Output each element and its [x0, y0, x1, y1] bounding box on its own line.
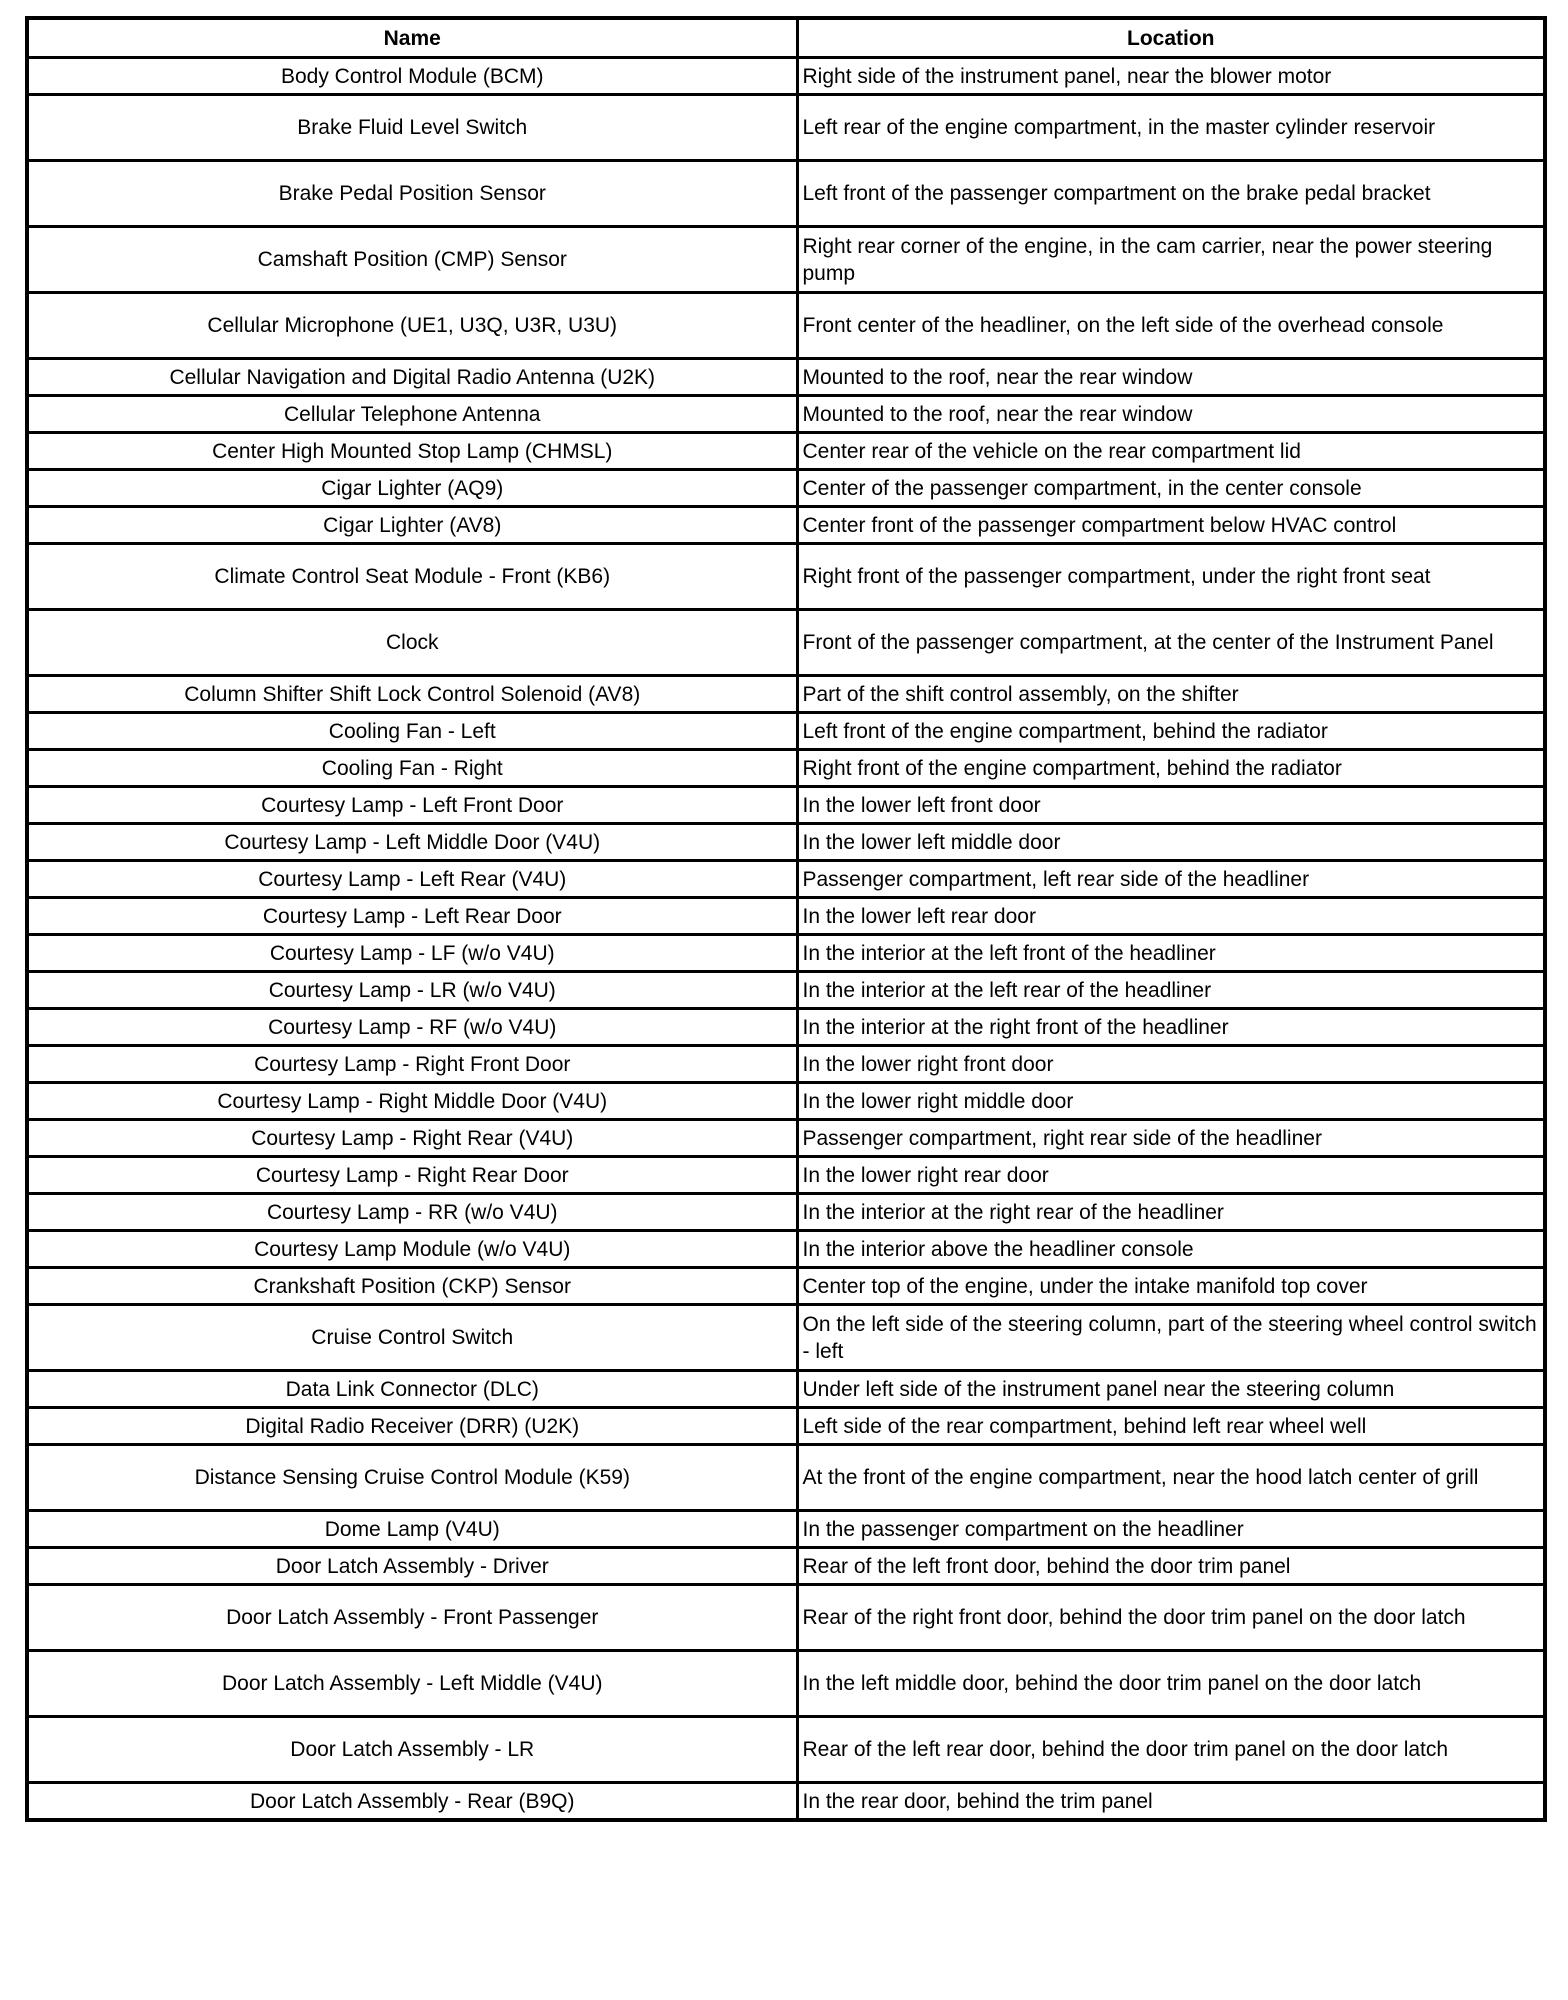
column-header-location: Location: [797, 18, 1545, 58]
table-row: [27, 1445, 1545, 1511]
component-name-cell: Data Link Connector (DLC): [27, 1371, 797, 1408]
table-row: [27, 507, 1545, 544]
table-row: [27, 1371, 1545, 1408]
table-row: [27, 396, 1545, 433]
table-row: [27, 1268, 1545, 1305]
component-location-cell: Left front of the passenger compartment on the brake pedal bracket: [797, 161, 1545, 227]
table-row: [27, 935, 1545, 972]
component-name-cell: Courtesy Lamp - Right Front Door: [27, 1046, 797, 1083]
component-name-cell: Digital Radio Receiver (DRR) (U2K): [27, 1408, 797, 1445]
component-name-cell: Body Control Module (BCM): [27, 58, 797, 95]
table-row: [27, 1585, 1545, 1651]
table-row: [27, 58, 1545, 95]
table-row: [27, 676, 1545, 713]
component-name-cell: Center High Mounted Stop Lamp (CHMSL): [27, 433, 797, 470]
component-location-cell: In the interior above the headliner console: [797, 1231, 1545, 1268]
table-row: [27, 1408, 1545, 1445]
component-name-cell: Courtesy Lamp - RF (w/o V4U): [27, 1009, 797, 1046]
component-name-cell: Clock: [27, 610, 797, 676]
table-row: [27, 1083, 1545, 1120]
component-locator-table: [25, 16, 1547, 1822]
table-row: [27, 1009, 1545, 1046]
component-name-cell: Courtesy Lamp Module (w/o V4U): [27, 1231, 797, 1268]
component-name-cell: Cruise Control Switch: [27, 1305, 797, 1371]
component-name-cell: Courtesy Lamp - LF (w/o V4U): [27, 935, 797, 972]
table-body: [27, 58, 1545, 1821]
component-location-cell: Center top of the engine, under the intake manifold top cover: [797, 1268, 1545, 1305]
component-name-cell: Courtesy Lamp - RR (w/o V4U): [27, 1194, 797, 1231]
component-name-cell: Cooling Fan - Left: [27, 713, 797, 750]
component-location-cell: In the lower left middle door: [797, 824, 1545, 861]
table-row: [27, 1157, 1545, 1194]
table-row: [27, 95, 1545, 161]
component-location-cell: Under left side of the instrument panel near the steering column: [797, 1371, 1545, 1408]
component-location-cell: In the interior at the right front of the headliner: [797, 1009, 1545, 1046]
component-name-cell: Door Latch Assembly - LR: [27, 1717, 797, 1783]
table-row: [27, 972, 1545, 1009]
component-location-cell: In the interior at the left rear of the headliner: [797, 972, 1545, 1009]
component-name-cell: Door Latch Assembly - Front Passenger: [27, 1585, 797, 1651]
component-name-cell: Cellular Navigation and Digital Radio Antenna (U2K): [27, 359, 797, 396]
component-location-cell: At the front of the engine compartment, near the hood latch center of grill: [797, 1445, 1545, 1511]
component-location-cell: Center front of the passenger compartment below HVAC control: [797, 507, 1545, 544]
component-name-cell: Brake Fluid Level Switch: [27, 95, 797, 161]
component-location-cell: Left front of the engine compartment, behind the radiator: [797, 713, 1545, 750]
component-location-cell: Rear of the left front door, behind the door trim panel: [797, 1548, 1545, 1585]
table-row: [27, 1231, 1545, 1268]
component-location-cell: Rear of the left rear door, behind the door trim panel on the door latch: [797, 1717, 1545, 1783]
component-location-cell: Passenger compartment, left rear side of the headliner: [797, 861, 1545, 898]
component-name-cell: Door Latch Assembly - Driver: [27, 1548, 797, 1585]
component-name-cell: Courtesy Lamp - Right Rear (V4U): [27, 1120, 797, 1157]
component-name-cell: Cigar Lighter (AV8): [27, 507, 797, 544]
component-name-cell: Column Shifter Shift Lock Control Solenoid (AV8): [27, 676, 797, 713]
table-row: [27, 1548, 1545, 1585]
component-location-cell: Passenger compartment, right rear side of the headliner: [797, 1120, 1545, 1157]
component-location-cell: Front of the passenger compartment, at the center of the Instrument Panel: [797, 610, 1545, 676]
component-location-cell: Center rear of the vehicle on the rear compartment lid: [797, 433, 1545, 470]
component-name-cell: Courtesy Lamp - Left Middle Door (V4U): [27, 824, 797, 861]
component-location-cell: Right front of the passenger compartment, under the right front seat: [797, 544, 1545, 610]
component-location-cell: Right rear corner of the engine, in the cam carrier, near the power steering pump: [797, 227, 1545, 293]
component-name-cell: Camshaft Position (CMP) Sensor: [27, 227, 797, 293]
component-location-cell: Center of the passenger compartment, in the center console: [797, 470, 1545, 507]
component-location-cell: In the lower right rear door: [797, 1157, 1545, 1194]
component-location-cell: In the lower left rear door: [797, 898, 1545, 935]
table-row: [27, 1305, 1545, 1371]
component-name-cell: Climate Control Seat Module - Front (KB6): [27, 544, 797, 610]
component-location-cell: In the lower right middle door: [797, 1083, 1545, 1120]
component-location-cell: In the interior at the right rear of the headliner: [797, 1194, 1545, 1231]
table-row: [27, 227, 1545, 293]
table-row: [27, 1511, 1545, 1548]
table-row: [27, 1651, 1545, 1717]
table-row: [27, 713, 1545, 750]
table-row: [27, 1717, 1545, 1783]
component-location-cell: Right front of the engine compartment, behind the radiator: [797, 750, 1545, 787]
table-row: [27, 433, 1545, 470]
component-location-cell: Mounted to the roof, near the rear window: [797, 396, 1545, 433]
component-name-cell: Cellular Microphone (UE1, U3Q, U3R, U3U): [27, 293, 797, 359]
table-row: [27, 1194, 1545, 1231]
table-row: [27, 1046, 1545, 1083]
table-row: [27, 293, 1545, 359]
component-name-cell: Courtesy Lamp - Left Rear (V4U): [27, 861, 797, 898]
table-row: [27, 359, 1545, 396]
table-row: [27, 610, 1545, 676]
table-row: [27, 861, 1545, 898]
component-name-cell: Cellular Telephone Antenna: [27, 396, 797, 433]
component-location-cell: In the interior at the left front of the headliner: [797, 935, 1545, 972]
component-name-cell: Distance Sensing Cruise Control Module (K59): [27, 1445, 797, 1511]
component-name-cell: Brake Pedal Position Sensor: [27, 161, 797, 227]
table-row: [27, 824, 1545, 861]
table-row: [27, 161, 1545, 227]
table-row: [27, 470, 1545, 507]
component-location-cell: On the left side of the steering column, part of the steering wheel control switch - left: [797, 1305, 1545, 1371]
component-location-cell: Front center of the headliner, on the left side of the overhead console: [797, 293, 1545, 359]
component-name-cell: Crankshaft Position (CKP) Sensor: [27, 1268, 797, 1305]
component-name-cell: Courtesy Lamp - Right Rear Door: [27, 1157, 797, 1194]
component-location-cell: In the passenger compartment on the headliner: [797, 1511, 1545, 1548]
component-name-cell: Door Latch Assembly - Left Middle (V4U): [27, 1651, 797, 1717]
component-location-cell: Right side of the instrument panel, near the blower motor: [797, 58, 1545, 95]
component-name-cell: Cigar Lighter (AQ9): [27, 470, 797, 507]
component-location-cell: Part of the shift control assembly, on the shifter: [797, 676, 1545, 713]
component-location-cell: Left side of the rear compartment, behind left rear wheel well: [797, 1408, 1545, 1445]
component-location-cell: In the left middle door, behind the door trim panel on the door latch: [797, 1651, 1545, 1717]
table-row: [27, 1120, 1545, 1157]
component-location-cell: In the lower right front door: [797, 1046, 1545, 1083]
component-location-cell: Rear of the right front door, behind the door trim panel on the door latch: [797, 1585, 1545, 1651]
component-location-cell: In the lower left front door: [797, 787, 1545, 824]
component-location-cell: In the rear door, behind the trim panel: [797, 1783, 1545, 1821]
component-name-cell: Courtesy Lamp - Right Middle Door (V4U): [27, 1083, 797, 1120]
component-name-cell: Dome Lamp (V4U): [27, 1511, 797, 1548]
component-name-cell: Courtesy Lamp - Left Rear Door: [27, 898, 797, 935]
header-row: [27, 18, 1545, 58]
component-location-cell: Mounted to the roof, near the rear window: [797, 359, 1545, 396]
component-name-cell: Courtesy Lamp - LR (w/o V4U): [27, 972, 797, 1009]
column-header-name: Name: [27, 18, 797, 58]
component-name-cell: Cooling Fan - Right: [27, 750, 797, 787]
component-name-cell: Courtesy Lamp - Left Front Door: [27, 787, 797, 824]
component-location-cell: Left rear of the engine compartment, in the master cylinder reservoir: [797, 95, 1545, 161]
component-name-cell: Door Latch Assembly - Rear (B9Q): [27, 1783, 797, 1821]
table-row: [27, 544, 1545, 610]
table-row: [27, 787, 1545, 824]
table-row: [27, 1783, 1545, 1821]
table-row: [27, 898, 1545, 935]
table-row: [27, 750, 1545, 787]
